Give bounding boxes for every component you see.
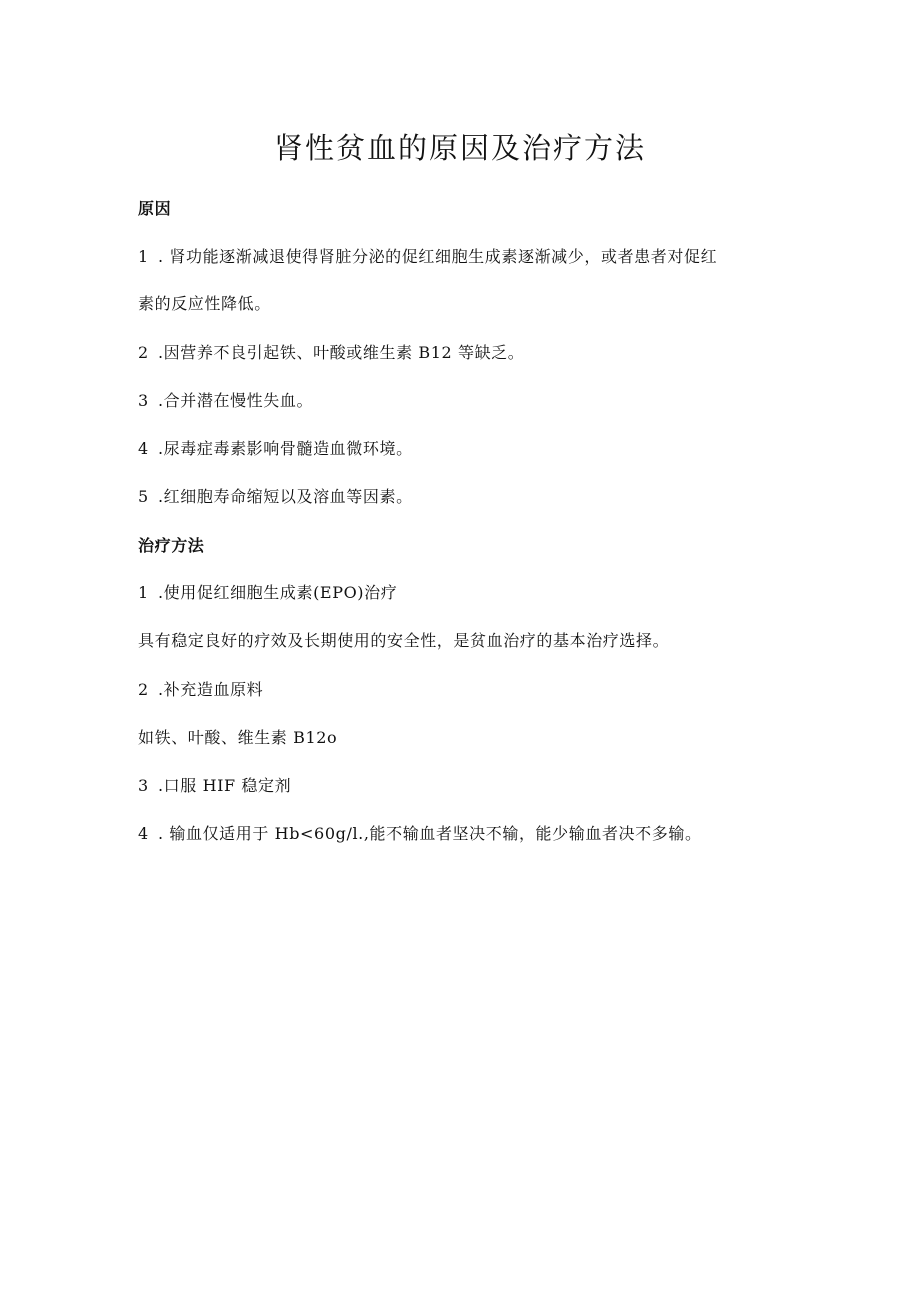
item-text: . 输血仅适用于 Hb<60g/l.,能不输血者坚决不输，能少输血者决不多输。 — [158, 824, 702, 843]
cause-item-1-continuation: 素的反应性降低。 — [138, 294, 271, 313]
treatment-item-4 — [138, 822, 702, 846]
item-text: . 肾功能逐渐减退使得肾脏分泌的促红细胞生成素逐渐减少，或者患者对促红 — [158, 247, 718, 266]
item-text: .红细胞寿命缩短以及溶血等因素。 — [158, 487, 413, 506]
item-number: 4 — [138, 824, 149, 843]
treatment-item-1-description: 具有稳定良好的疗效及长期使用的安全性，是贫血治疗的基本治疗选择。 — [138, 631, 670, 650]
item-text: .使用促红细胞生成素(EPO)治疗 — [158, 583, 398, 602]
treatment-item-3 — [138, 774, 291, 798]
item-number: 4 — [138, 439, 149, 458]
item-text: .合并潜在慢性失血。 — [158, 391, 314, 410]
item-text: .尿毒症毒素影响骨髓造血微环境。 — [158, 439, 413, 458]
section-heading-treatment: 治疗方法 — [138, 536, 205, 555]
item-text: .因营养不良引起铁、叶酸或维生素 B12 等缺乏。 — [158, 343, 525, 362]
item-number: 1 — [138, 247, 149, 266]
treatment-item-2 — [138, 678, 263, 702]
item-number: 2 — [138, 680, 149, 699]
item-number: 1 — [138, 583, 149, 602]
section-heading-causes: 原因 — [138, 199, 172, 218]
item-number: 3 — [138, 391, 149, 410]
cause-item-1 — [138, 245, 717, 269]
item-text: .口服 HIF 稳定剂 — [158, 776, 292, 795]
cause-item-2 — [138, 341, 524, 365]
item-number: 5 — [138, 487, 149, 506]
cause-item-3 — [138, 389, 313, 413]
item-number: 2 — [138, 343, 149, 362]
treatment-item-1 — [138, 581, 397, 605]
item-number: 3 — [138, 776, 149, 795]
cause-item-4 — [138, 437, 413, 461]
treatment-item-2-description: 如铁、叶酸、维生素 B12o — [138, 728, 338, 747]
item-text: .补充造血原料 — [158, 680, 264, 699]
cause-item-5 — [138, 485, 413, 509]
document-title: 肾性贫血的原因及治疗方法 — [273, 131, 646, 165]
